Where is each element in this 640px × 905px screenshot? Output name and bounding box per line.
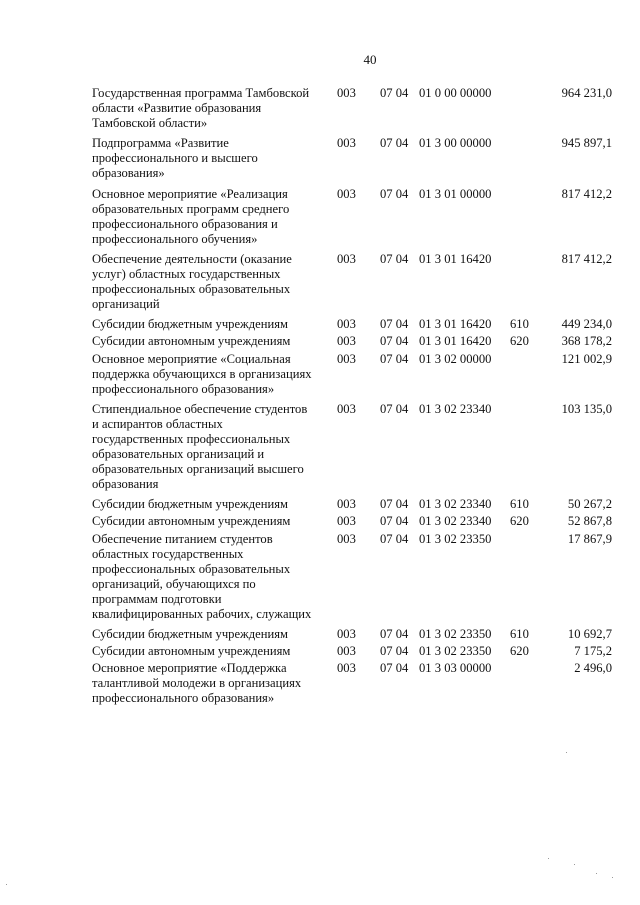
row-name: Основное мероприятие «Реализация образовательных программ среднего профессионального образования и профессионального обучения»: [92, 186, 290, 246]
row-amount: 10 692,7: [567, 627, 612, 642]
row-name: Подпрограмма «Развитие профессионального и высшего образования»: [92, 136, 258, 181]
row-section-code: 07 04: [380, 186, 409, 201]
table-row: [92, 644, 612, 659]
row-program-code: 01 3 01 16420: [419, 251, 492, 266]
row-amount: 50 267,2: [567, 497, 612, 512]
row-amount: 817 412,2: [561, 251, 612, 266]
row-program-code: 01 3 01 16420: [419, 317, 492, 332]
row-name: Субсидии бюджетным учреждениям: [92, 317, 288, 332]
row-program-code: 01 3 02 23340: [419, 497, 492, 512]
table-row: [92, 514, 612, 529]
table-row: [92, 532, 612, 623]
row-ved-code: 003: [337, 351, 356, 366]
row-amount: 2 496,0: [574, 661, 612, 676]
table-row: [92, 317, 612, 332]
table-row: [92, 86, 612, 131]
row-name: Основное мероприятие «Социальная поддержка обучающихся в организациях профессионального образования»: [92, 351, 312, 396]
row-amount: 17 867,9: [567, 531, 612, 546]
row-section-code: 07 04: [380, 644, 409, 659]
row-program-code: 01 3 00 00000: [419, 136, 492, 151]
page-number: 40: [363, 52, 377, 67]
row-ved-code: 003: [337, 644, 356, 659]
table-row: [92, 252, 612, 312]
row-name: Субсидии бюджетным учреждениям: [92, 627, 288, 642]
row-ved-code: 003: [337, 317, 356, 332]
row-name: Субсидии автономным учреждениям: [92, 514, 291, 529]
scan-speck: [6, 884, 7, 885]
row-ved-code: 003: [337, 251, 356, 266]
scan-speck: [612, 877, 613, 878]
row-section-code: 07 04: [380, 661, 409, 676]
table-row: [92, 352, 612, 397]
row-program-code: 01 3 02 00000: [419, 351, 492, 366]
row-section-code: 07 04: [380, 401, 409, 416]
row-expense-type-code: 620: [510, 334, 529, 349]
row-section-code: 07 04: [380, 251, 409, 266]
row-section-code: 07 04: [380, 86, 409, 100]
row-program-code: 01 3 01 00000: [419, 186, 492, 201]
row-amount: 52 867,8: [567, 514, 612, 529]
row-section-code: 07 04: [380, 514, 409, 529]
row-program-code: 01 3 01 16420: [419, 334, 492, 349]
row-ved-code: 003: [337, 497, 356, 512]
row-ved-code: 003: [337, 661, 356, 676]
row-section-code: 07 04: [380, 317, 409, 332]
row-section-code: 07 04: [380, 531, 409, 546]
scan-speck: [574, 864, 575, 865]
row-program-code: 01 3 02 23350: [419, 644, 492, 659]
row-name: Обеспечение питанием студентов областных государственных профессиональных образовательных организаций, обучающихся по программам подготовки квалифицированных рабочих, служащих: [92, 531, 312, 621]
row-section-code: 07 04: [380, 334, 409, 349]
row-amount: 7 175,2: [574, 644, 612, 659]
row-section-code: 07 04: [380, 627, 409, 642]
scan-speck: [548, 858, 549, 859]
row-name: Обеспечение деятельности (оказание услуг) областных государственных профессиональных образовательных организаций: [92, 251, 292, 312]
table-row: [92, 497, 612, 512]
row-expense-type-code: 620: [510, 644, 529, 659]
row-program-code: 01 3 02 23350: [419, 627, 492, 642]
table-row: [92, 187, 612, 247]
table-row: [92, 136, 612, 181]
row-amount: 121 002,9: [561, 351, 612, 366]
row-expense-type-code: 610: [510, 627, 529, 642]
row-section-code: 07 04: [380, 497, 409, 512]
row-name: Основное мероприятие «Поддержка талантливой молодежи в организациях профессионального образования»: [92, 661, 302, 706]
row-expense-type-code: 610: [510, 317, 529, 332]
table-row: [92, 627, 612, 642]
row-section-code: 07 04: [380, 351, 409, 366]
row-ved-code: 003: [337, 136, 356, 151]
row-expense-type-code: 610: [510, 497, 529, 512]
row-name: Субсидии бюджетным учреждениям: [92, 497, 288, 512]
row-program-code: 01 3 02 23340: [419, 514, 492, 529]
row-expense-type-code: 620: [510, 514, 529, 529]
row-amount: 368 178,2: [561, 334, 612, 349]
row-name: Субсидии автономным учреждениям: [92, 644, 291, 659]
row-amount: 945 897,1: [561, 136, 612, 151]
table-row: [92, 402, 612, 493]
row-amount: 964 231,0: [561, 86, 612, 100]
scan-speck: [566, 752, 567, 753]
row-ved-code: 003: [337, 86, 356, 100]
row-ved-code: 003: [337, 334, 356, 349]
scan-speck: [596, 873, 597, 874]
row-ved-code: 003: [337, 627, 356, 642]
row-ved-code: 003: [337, 531, 356, 546]
row-section-code: 07 04: [380, 136, 409, 151]
row-name: Стипендиальное обеспечение студентов и аспирантов областных государственных профессиональных образовательных организаций и образовательных организаций высшего образования: [92, 401, 308, 492]
row-program-code: 01 3 02 23350: [419, 531, 492, 546]
table-row: [92, 661, 612, 706]
row-ved-code: 003: [337, 514, 356, 529]
row-program-code: 01 3 03 00000: [419, 661, 492, 676]
row-amount: 449 234,0: [561, 317, 612, 332]
row-name: Субсидии автономным учреждениям: [92, 334, 291, 349]
table-row: [92, 334, 612, 349]
row-ved-code: 003: [337, 401, 356, 416]
row-amount: 817 412,2: [561, 186, 612, 201]
row-program-code: 01 3 02 23340: [419, 401, 492, 416]
row-amount: 103 135,0: [561, 401, 612, 416]
budget-table: [92, 86, 612, 712]
row-ved-code: 003: [337, 186, 356, 201]
row-name: Государственная программа Тамбовской области «Развитие образования Тамбовской области»: [92, 86, 310, 131]
row-program-code: 01 0 00 00000: [419, 86, 492, 100]
